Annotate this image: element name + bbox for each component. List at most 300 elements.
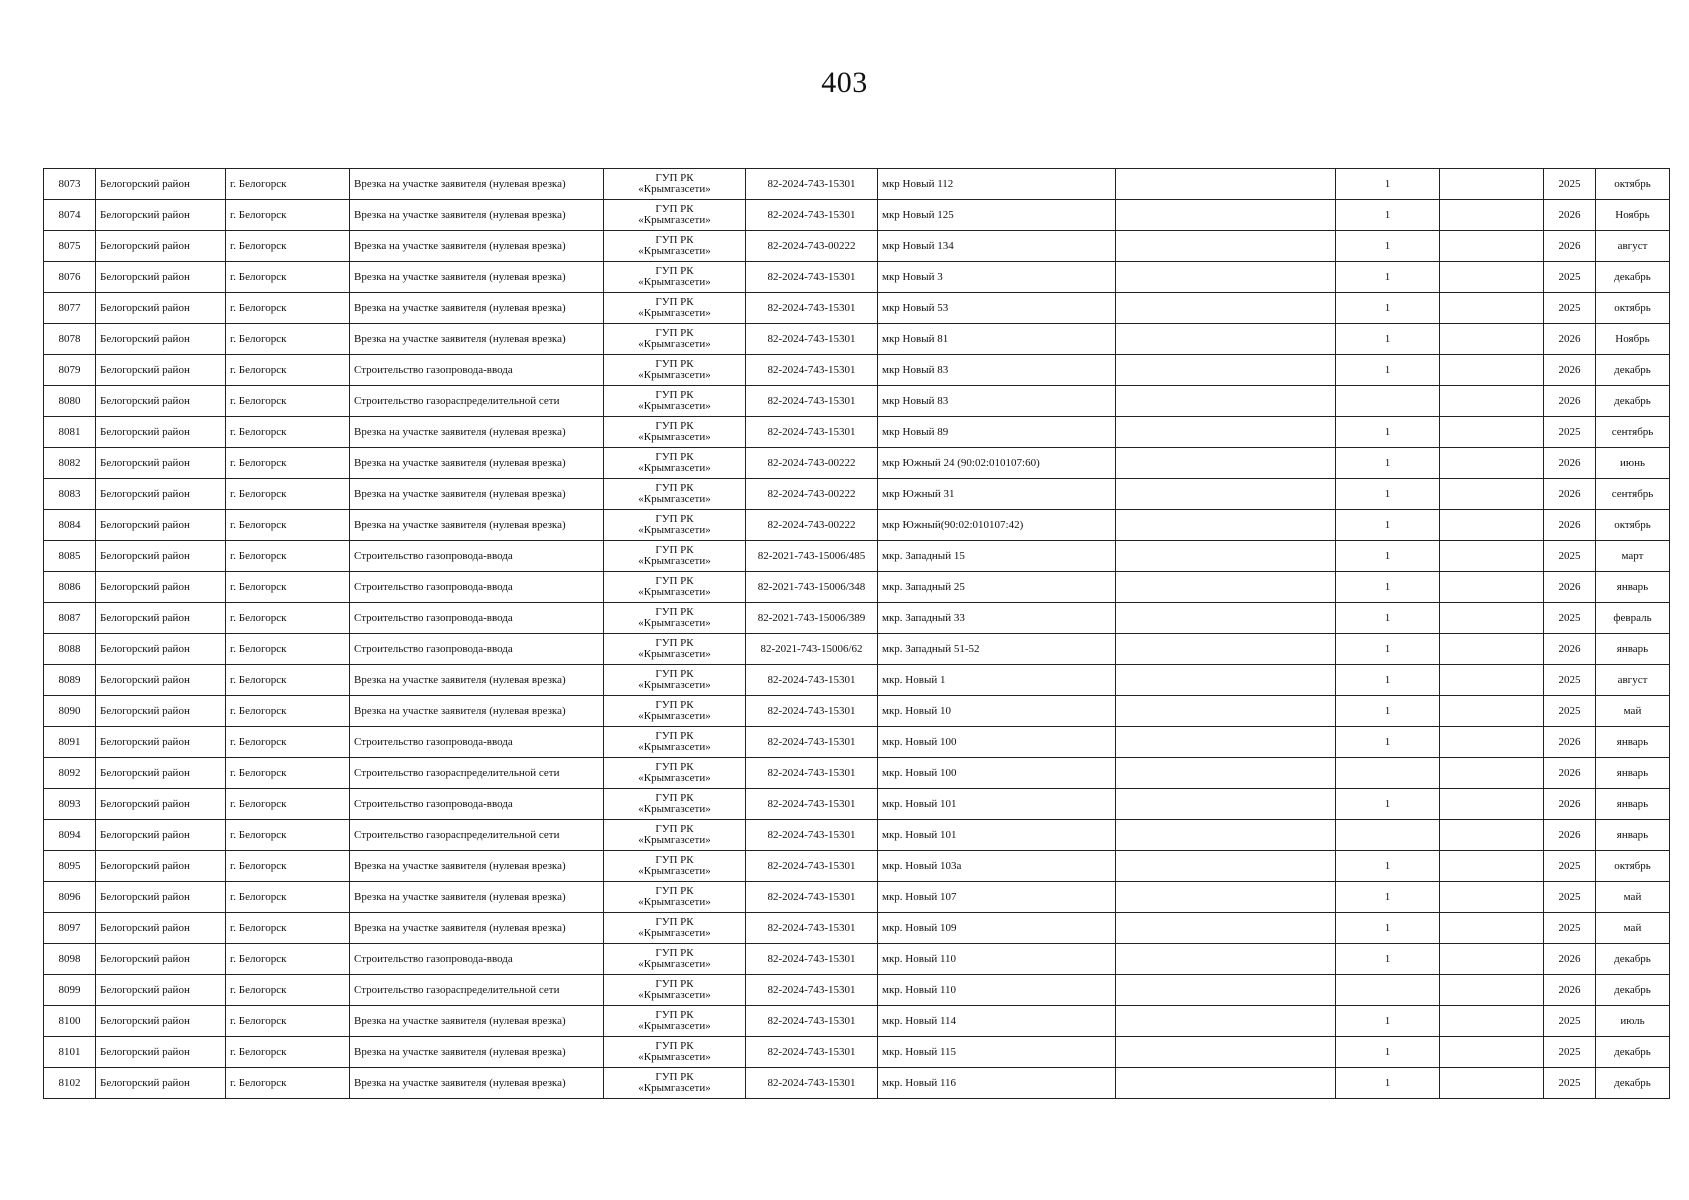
table-row [44,727,1670,758]
code-cell: 82-2024-743-00222 [746,479,878,510]
quantity-cell [1336,820,1440,851]
table-row [44,479,1670,510]
empty-cell [1116,324,1336,355]
organization-name: ГУП РК [655,730,694,742]
row-number: 8085 [44,541,96,572]
table-row [44,293,1670,324]
empty-cell [1116,355,1336,386]
district-cell: Белогорский район [96,479,226,510]
table-row [44,386,1670,417]
month-cell: декабрь [1596,386,1670,417]
row-number: 8087 [44,603,96,634]
code-cell: 82-2024-743-15301 [746,293,878,324]
district-cell: Белогорский район [96,417,226,448]
empty-cell [1116,510,1336,541]
work-type-cell: Врезка на участке заявителя (нулевая врезка) [350,1006,604,1037]
organization-name: ГУП РК [655,668,694,680]
work-type-cell: Врезка на участке заявителя (нулевая врезка) [350,200,604,231]
empty-cell [1440,541,1544,572]
row-number: 8098 [44,944,96,975]
month-cell: октябрь [1596,510,1670,541]
town-cell: г. Белогорск [226,386,350,417]
row-number: 8076 [44,262,96,293]
district-cell: Белогорский район [96,293,226,324]
quantity-cell: 1 [1336,448,1440,479]
quantity-cell: 1 [1336,541,1440,572]
district-cell: Белогорский район [96,696,226,727]
organization-brand: «Крымгазсети» [638,772,711,784]
town-cell: г. Белогорск [226,169,350,200]
month-cell: сентябрь [1596,417,1670,448]
empty-cell [1440,975,1544,1006]
code-cell: 82-2024-743-15301 [746,820,878,851]
quantity-cell: 1 [1336,634,1440,665]
organization-name: ГУП РК [655,606,694,618]
address-cell: мкр Южный(90:02:010107:42) [878,510,1116,541]
year-cell: 2026 [1544,448,1596,479]
work-type-cell: Врезка на участке заявителя (нулевая врезка) [350,913,604,944]
code-cell: 82-2024-743-15301 [746,758,878,789]
year-cell: 2026 [1544,634,1596,665]
organization-cell [604,386,746,417]
address-cell: мкр. Новый 101 [878,820,1116,851]
row-number: 8079 [44,355,96,386]
row-number: 8091 [44,727,96,758]
empty-cell [1116,1068,1336,1099]
table-row [44,789,1670,820]
year-cell: 2026 [1544,386,1596,417]
organization-brand: «Крымгазсети» [638,710,711,722]
quantity-cell: 1 [1336,324,1440,355]
address-cell: мкр. Западный 25 [878,572,1116,603]
organization-brand: «Крымгазсети» [638,1082,711,1094]
work-type-cell: Строительство газопровода-ввода [350,634,604,665]
organization-cell [604,1068,746,1099]
table-row [44,324,1670,355]
town-cell: г. Белогорск [226,1037,350,1068]
month-cell: октябрь [1596,169,1670,200]
organization-cell [604,541,746,572]
work-type-cell: Врезка на участке заявителя (нулевая врезка) [350,231,604,262]
organization-name: ГУП РК [655,637,694,649]
quantity-cell [1336,386,1440,417]
month-cell: июнь [1596,448,1670,479]
empty-cell [1116,944,1336,975]
organization-name: ГУП РК [655,978,694,990]
organization-cell [604,200,746,231]
empty-cell [1116,293,1336,324]
town-cell: г. Белогорск [226,851,350,882]
work-type-cell: Строительство газопровода-ввода [350,603,604,634]
year-cell: 2025 [1544,1037,1596,1068]
month-cell: август [1596,231,1670,262]
month-cell: май [1596,882,1670,913]
table-row [44,665,1670,696]
code-cell: 82-2024-743-15301 [746,944,878,975]
quantity-cell: 1 [1336,479,1440,510]
table-row [44,634,1670,665]
month-cell: Ноябрь [1596,324,1670,355]
table-row [44,758,1670,789]
year-cell: 2026 [1544,324,1596,355]
town-cell: г. Белогорск [226,479,350,510]
quantity-cell [1336,758,1440,789]
organization-name: ГУП РК [655,1040,694,1052]
district-cell: Белогорский район [96,882,226,913]
district-cell: Белогорский район [96,820,226,851]
empty-cell [1116,882,1336,913]
table-row [44,1037,1670,1068]
work-type-cell: Врезка на участке заявителя (нулевая врезка) [350,510,604,541]
table-row [44,975,1670,1006]
quantity-cell: 1 [1336,293,1440,324]
empty-cell [1116,262,1336,293]
row-number: 8092 [44,758,96,789]
address-cell: мкр Новый 3 [878,262,1116,293]
month-cell: май [1596,696,1670,727]
year-cell: 2025 [1544,603,1596,634]
organization-brand: «Крымгазсети» [638,369,711,381]
work-type-cell: Врезка на участке заявителя (нулевая врезка) [350,169,604,200]
row-number: 8081 [44,417,96,448]
quantity-cell: 1 [1336,1037,1440,1068]
town-cell: г. Белогорск [226,975,350,1006]
work-type-cell: Строительство газопровода-ввода [350,541,604,572]
organization-brand: «Крымгазсети» [638,214,711,226]
month-cell: февраль [1596,603,1670,634]
organization-brand: «Крымгазсети» [638,927,711,939]
empty-cell [1440,262,1544,293]
code-cell: 82-2024-743-15301 [746,1068,878,1099]
quantity-cell: 1 [1336,851,1440,882]
town-cell: г. Белогорск [226,572,350,603]
row-number: 8094 [44,820,96,851]
code-cell: 82-2024-743-00222 [746,510,878,541]
town-cell: г. Белогорск [226,510,350,541]
empty-cell [1440,634,1544,665]
organization-brand: «Крымгазсети» [638,1020,711,1032]
quantity-cell: 1 [1336,200,1440,231]
address-cell: мкр. Новый 107 [878,882,1116,913]
work-type-cell: Строительство газопровода-ввода [350,789,604,820]
empty-cell [1116,1006,1336,1037]
empty-cell [1116,696,1336,727]
row-number: 8073 [44,169,96,200]
empty-cell [1116,665,1336,696]
table-row [44,448,1670,479]
empty-cell [1116,820,1336,851]
organization-name: ГУП РК [655,358,694,370]
organization-name: ГУП РК [655,389,694,401]
organization-name: ГУП РК [655,544,694,556]
empty-cell [1440,603,1544,634]
empty-cell [1440,665,1544,696]
district-cell: Белогорский район [96,727,226,758]
year-cell: 2026 [1544,355,1596,386]
organization-cell [604,262,746,293]
town-cell: г. Белогорск [226,789,350,820]
table-row [44,262,1670,293]
page-number: 403 [821,66,868,99]
work-type-cell: Строительство газопровода-ввода [350,727,604,758]
work-type-cell: Врезка на участке заявителя (нулевая врезка) [350,1037,604,1068]
table-row [44,603,1670,634]
organization-cell [604,231,746,262]
empty-cell [1116,169,1336,200]
organization-name: ГУП РК [655,234,694,246]
district-cell: Белогорский район [96,231,226,262]
row-number: 8082 [44,448,96,479]
year-cell: 2025 [1544,541,1596,572]
month-cell: декабрь [1596,1037,1670,1068]
month-cell: январь [1596,634,1670,665]
empty-cell [1440,820,1544,851]
empty-cell [1116,572,1336,603]
work-type-cell: Врезка на участке заявителя (нулевая врезка) [350,1068,604,1099]
town-cell: г. Белогорск [226,696,350,727]
table-row [44,851,1670,882]
month-cell: октябрь [1596,851,1670,882]
empty-cell [1440,1068,1544,1099]
address-cell: мкр Южный 31 [878,479,1116,510]
district-cell: Белогорский район [96,665,226,696]
code-cell: 82-2024-743-15301 [746,975,878,1006]
empty-cell [1440,913,1544,944]
organization-cell [604,758,746,789]
organization-name: ГУП РК [655,854,694,866]
work-type-cell: Строительство газораспределительной сети [350,975,604,1006]
empty-cell [1440,882,1544,913]
organization-name: ГУП РК [655,823,694,835]
quantity-cell: 1 [1336,913,1440,944]
year-cell: 2026 [1544,200,1596,231]
organization-cell [604,851,746,882]
quantity-cell: 1 [1336,572,1440,603]
year-cell: 2025 [1544,169,1596,200]
organization-name: ГУП РК [655,296,694,308]
work-type-cell: Строительство газораспределительной сети [350,386,604,417]
organization-name: ГУП РК [655,327,694,339]
work-type-cell: Строительство газораспределительной сети [350,820,604,851]
organization-name: ГУП РК [655,1071,694,1083]
table-row [44,572,1670,603]
month-cell: январь [1596,758,1670,789]
empty-cell [1116,479,1336,510]
town-cell: г. Белогорск [226,820,350,851]
row-number: 8100 [44,1006,96,1037]
year-cell: 2025 [1544,851,1596,882]
empty-cell [1440,293,1544,324]
town-cell: г. Белогорск [226,448,350,479]
organization-cell [604,355,746,386]
organization-brand: «Крымгазсети» [638,803,711,815]
empty-cell [1116,634,1336,665]
code-cell: 82-2024-743-15301 [746,169,878,200]
work-type-cell: Врезка на участке заявителя (нулевая врезка) [350,696,604,727]
empty-cell [1440,386,1544,417]
work-type-cell: Строительство газопровода-ввода [350,572,604,603]
empty-cell [1440,1037,1544,1068]
empty-cell [1116,417,1336,448]
quantity-cell: 1 [1336,262,1440,293]
row-number: 8090 [44,696,96,727]
empty-cell [1440,510,1544,541]
district-cell: Белогорский район [96,1068,226,1099]
organization-brand: «Крымгазсети» [638,896,711,908]
town-cell: г. Белогорск [226,417,350,448]
row-number: 8088 [44,634,96,665]
year-cell: 2026 [1544,944,1596,975]
town-cell: г. Белогорск [226,882,350,913]
town-cell: г. Белогорск [226,665,350,696]
organization-cell [604,634,746,665]
town-cell: г. Белогорск [226,758,350,789]
work-type-cell: Строительство газопровода-ввода [350,944,604,975]
district-cell: Белогорский район [96,572,226,603]
code-cell: 82-2024-743-15301 [746,851,878,882]
quantity-cell: 1 [1336,727,1440,758]
row-number: 8095 [44,851,96,882]
table-row [44,355,1670,386]
empty-cell [1440,355,1544,386]
organization-cell [604,293,746,324]
organization-cell [604,820,746,851]
empty-cell [1116,975,1336,1006]
organization-name: ГУП РК [655,451,694,463]
organization-cell [604,665,746,696]
organization-name: ГУП РК [655,203,694,215]
organization-brand: «Крымгазсети» [638,958,711,970]
organization-name: ГУП РК [655,172,694,184]
work-type-cell: Врезка на участке заявителя (нулевая врезка) [350,293,604,324]
quantity-cell: 1 [1336,665,1440,696]
organization-cell [604,789,746,820]
month-cell: Ноябрь [1596,200,1670,231]
town-cell: г. Белогорск [226,324,350,355]
organization-name: ГУП РК [655,575,694,587]
work-type-cell: Врезка на участке заявителя (нулевая врезка) [350,262,604,293]
district-cell: Белогорский район [96,169,226,200]
row-number: 8097 [44,913,96,944]
registry-table [43,168,1670,1099]
code-cell: 82-2024-743-15301 [746,913,878,944]
table-row [44,913,1670,944]
work-type-cell: Строительство газопровода-ввода [350,355,604,386]
month-cell: декабрь [1596,355,1670,386]
row-number: 8089 [44,665,96,696]
district-cell: Белогорский район [96,975,226,1006]
empty-cell [1440,1006,1544,1037]
table-body [44,169,1670,1099]
quantity-cell: 1 [1336,1006,1440,1037]
empty-cell [1440,758,1544,789]
table-row [44,541,1670,572]
address-cell: мкр. Западный 15 [878,541,1116,572]
organization-brand: «Крымгазсети» [638,276,711,288]
organization-name: ГУП РК [655,916,694,928]
row-number: 8096 [44,882,96,913]
month-cell: июль [1596,1006,1670,1037]
organization-cell [604,975,746,1006]
district-cell: Белогорский район [96,603,226,634]
empty-cell [1440,417,1544,448]
row-number: 8101 [44,1037,96,1068]
empty-cell [1116,851,1336,882]
organization-cell [604,417,746,448]
code-cell: 82-2024-743-15301 [746,386,878,417]
address-cell: мкр. Новый 100 [878,727,1116,758]
district-cell: Белогорский район [96,634,226,665]
code-cell: 82-2024-743-15301 [746,696,878,727]
district-cell: Белогорский район [96,1037,226,1068]
address-cell: мкр Новый 112 [878,169,1116,200]
row-number: 8080 [44,386,96,417]
organization-brand: «Крымгазсети» [638,183,711,195]
address-cell: мкр Новый 89 [878,417,1116,448]
month-cell: декабрь [1596,944,1670,975]
empty-cell [1440,572,1544,603]
year-cell: 2025 [1544,293,1596,324]
town-cell: г. Белогорск [226,944,350,975]
organization-cell [604,727,746,758]
town-cell: г. Белогорск [226,603,350,634]
code-cell: 82-2024-743-00222 [746,231,878,262]
table-row [44,1068,1670,1099]
year-cell: 2026 [1544,479,1596,510]
quantity-cell [1336,975,1440,1006]
empty-cell [1440,324,1544,355]
address-cell: мкр. Новый 100 [878,758,1116,789]
code-cell: 82-2021-743-15006/62 [746,634,878,665]
row-number: 8078 [44,324,96,355]
year-cell: 2025 [1544,417,1596,448]
row-number: 8084 [44,510,96,541]
work-type-cell: Врезка на участке заявителя (нулевая врезка) [350,851,604,882]
address-cell: мкр Новый 83 [878,386,1116,417]
work-type-cell: Врезка на участке заявителя (нулевая врезка) [350,882,604,913]
empty-cell [1116,789,1336,820]
quantity-cell: 1 [1336,1068,1440,1099]
town-cell: г. Белогорск [226,727,350,758]
empty-cell [1440,789,1544,820]
row-number: 8099 [44,975,96,1006]
quantity-cell: 1 [1336,882,1440,913]
empty-cell [1440,231,1544,262]
address-cell: мкр Новый 53 [878,293,1116,324]
address-cell: мкр Новый 125 [878,200,1116,231]
organization-brand: «Крымгазсети» [638,648,711,660]
address-cell: мкр. Новый 103а [878,851,1116,882]
quantity-cell: 1 [1336,231,1440,262]
organization-cell [604,479,746,510]
district-cell: Белогорский район [96,355,226,386]
town-cell: г. Белогорск [226,913,350,944]
quantity-cell: 1 [1336,510,1440,541]
organization-cell [604,510,746,541]
organization-cell [604,1006,746,1037]
address-cell: мкр Новый 134 [878,231,1116,262]
table-row [44,1006,1670,1037]
town-cell: г. Белогорск [226,293,350,324]
empty-cell [1116,200,1336,231]
address-cell: мкр Новый 81 [878,324,1116,355]
organization-name: ГУП РК [655,761,694,773]
year-cell: 2026 [1544,820,1596,851]
address-cell: мкр. Новый 10 [878,696,1116,727]
empty-cell [1116,913,1336,944]
town-cell: г. Белогорск [226,1068,350,1099]
work-type-cell: Врезка на участке заявителя (нулевая врезка) [350,448,604,479]
